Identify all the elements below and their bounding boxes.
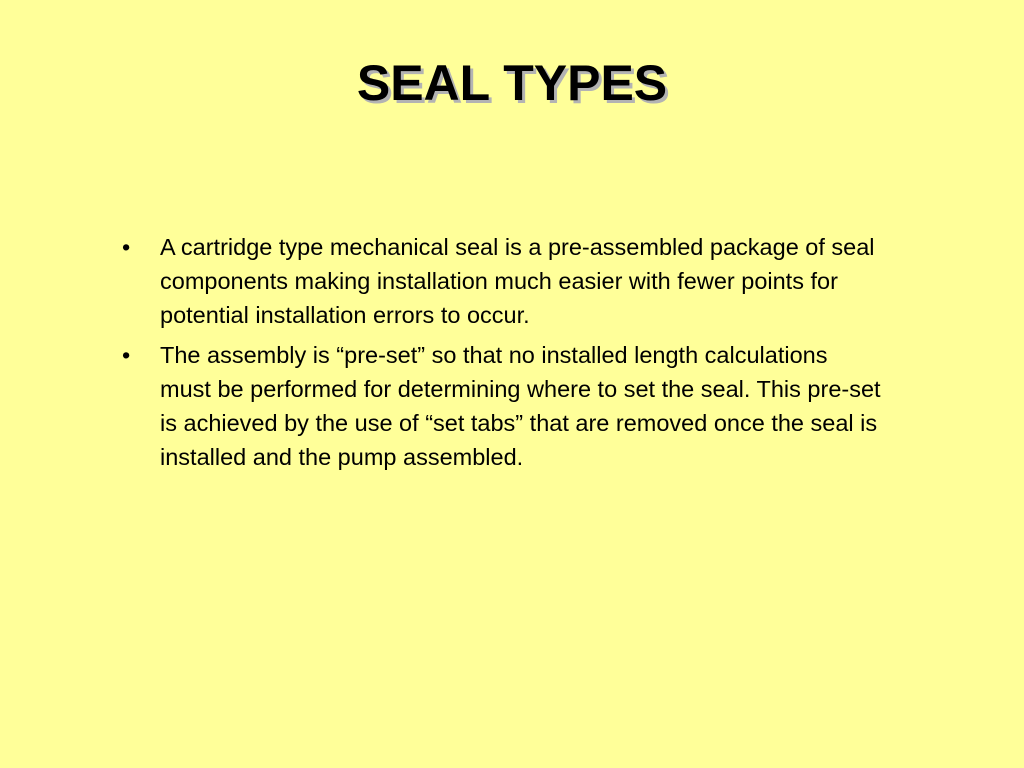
bullet-icon: • (122, 234, 131, 260)
bullet-item-2 (122, 338, 882, 474)
bullet-icon: • (122, 342, 131, 368)
bullet-list (122, 230, 882, 480)
bullet-text-1: A cartridge type mechanical seal is a pre-assembled package of seal components making installation much easier with fewer points for potential installation errors to occur. (160, 234, 875, 328)
slide-title: SEAL TYPES (356, 55, 668, 111)
bullet-item-1 (122, 230, 882, 332)
bullet-text-2: The assembly is “pre-set” so that no installed length calculations must be performed for determining where to set the seal. This pre-set is achieved by the use of “set tabs” that are removed once the seal is installed and the pump assembled. (160, 342, 881, 470)
